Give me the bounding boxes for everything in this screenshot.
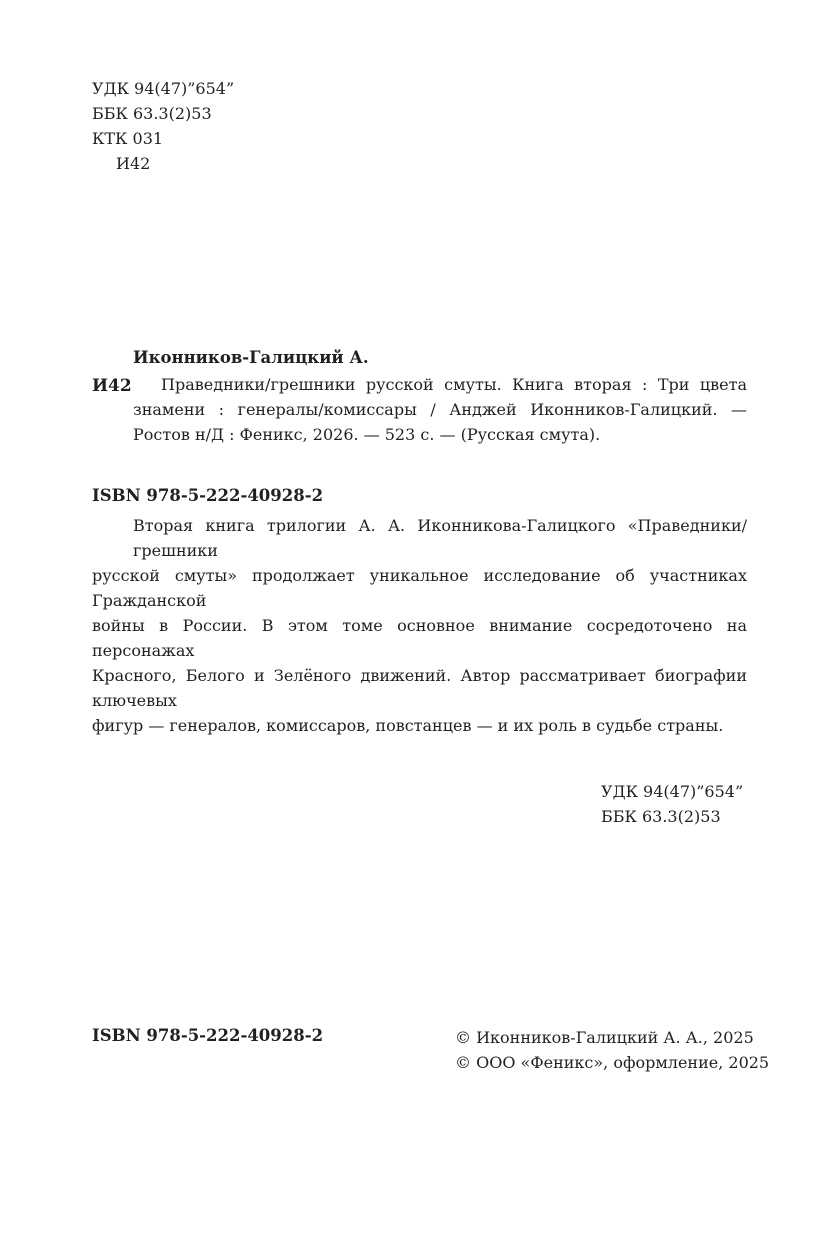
biblio-line: Ростов н/Д : Феникс, 2026. — 523 с. — (Русская смута). (133, 425, 601, 444)
bottom-udk-code: УДК 94(47)”654” (601, 782, 744, 801)
bbk-code: ББК 63.3(2)53 (92, 104, 212, 123)
ktk-code: КТК 031 (92, 129, 164, 148)
classification-codes (92, 76, 234, 176)
annotation-line: Вторая книга трилогии А. А. Иконникова-Галицкого «Праведники/грешники (133, 516, 747, 560)
annotation-line: Красного, Белого и Зелёного движений. Автор рассматривает биографии ключевых (92, 666, 747, 710)
bottom-classification-codes (601, 779, 743, 829)
copyright-block (455, 1025, 769, 1075)
footer-isbn: ISBN 978-5-222-40928-2 (92, 1026, 324, 1045)
biblio-line: знамени : генералы/комиссары / Анджей Иконников-Галицкий. — (133, 400, 747, 419)
isbn: ISBN 978-5-222-40928-2 (92, 486, 324, 505)
biblio-line: Праведники/грешники русской смуты. Книга вторая : Три цвета (161, 375, 747, 394)
author-name: Иконников-Галицкий А. (133, 348, 369, 367)
bibliographic-record (133, 372, 747, 447)
annotation-line: фигур — генералов, комиссаров, повстанцев — и их роль в судьбе страны. (92, 716, 724, 735)
annotation (92, 513, 747, 738)
bottom-bbk-code: ББК 63.3(2)53 (601, 807, 721, 826)
author-code-top: И42 (116, 154, 151, 173)
annotation-line: войны в России. В этом томе основное внимание сосредоточено на персонажах (92, 616, 747, 660)
udk-code: УДК 94(47)”654” (92, 79, 235, 98)
author-code: И42 (92, 376, 132, 396)
copyright-author: © Иконников-Галицкий А. А., 2025 (455, 1028, 754, 1047)
copyright-publisher: © ООО «Феникс», оформление, 2025 (455, 1053, 770, 1072)
annotation-line: русской смуты» продолжает уникальное исследование об участниках Гражданской (92, 566, 747, 610)
